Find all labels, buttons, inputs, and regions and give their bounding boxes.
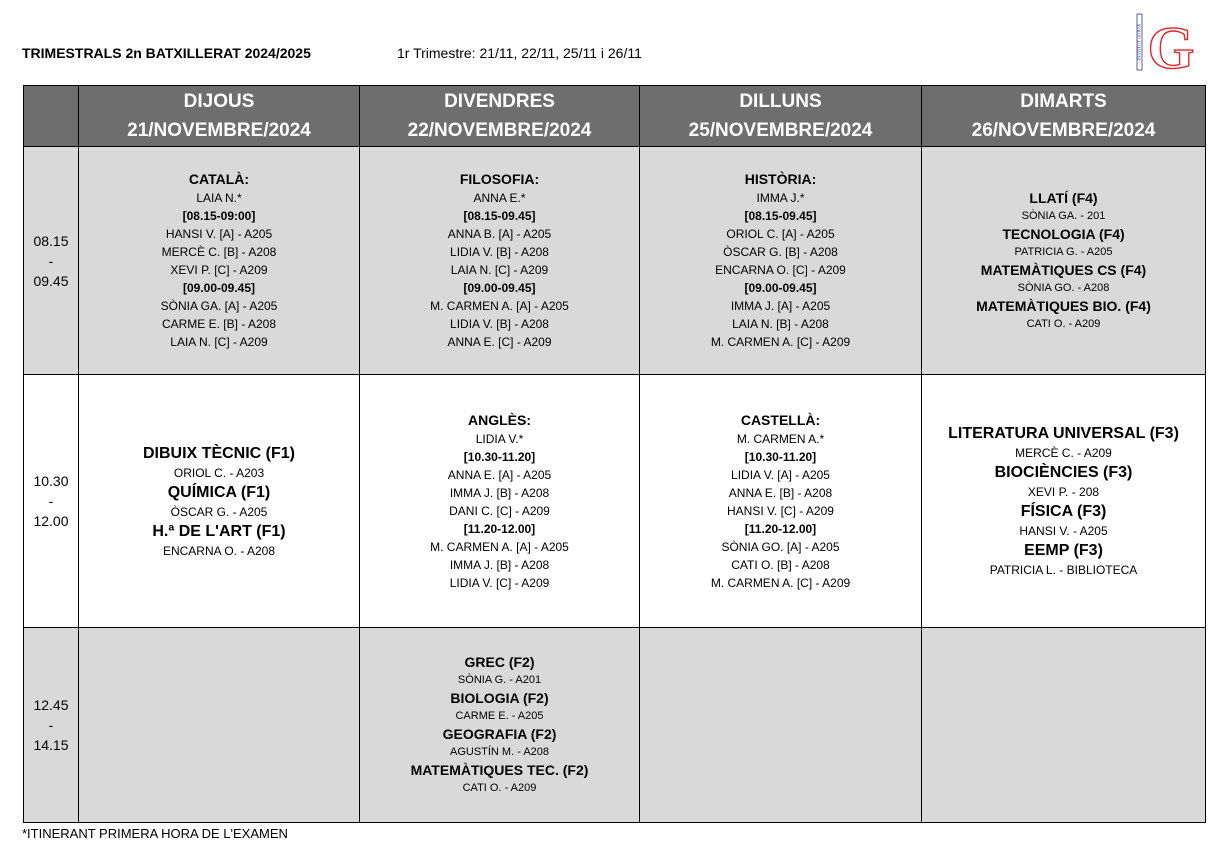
slot-row-2: [24, 375, 1206, 628]
day-header-4: DIMARTS 26/NOVEMBRE/2024: [922, 86, 1206, 147]
header-row: [24, 86, 1206, 147]
cell-s2-d2: ANGLÈS: LIDIA V.* [10.30-11.20] ANNA E. [A] - A205 IMMA J. [B] - A208 DANI C. [C] - A209 [11.20-12.00] M. CARMEN A. [A] - A205 IMMA J. [B] - A208 LIDIA V. [C] - A209: [360, 375, 640, 628]
cell-s1-d3: HISTÒRIA: IMMA J.* [08.15-09.45] ORIOL C. [A] - A205 ÒSCAR G. [B] - A208 ENCARNA O. [C] - A209 [09.00-09.45] IMMA J. [A] - A205 LAIA N. [B] - A208 M. CARMEN A. [C] - A209: [640, 147, 922, 375]
cell-s1-d1: CATALÀ: LAIA N.* [08.15-09:00] HANSI V. [A] - A205 MERCÈ C. [B] - A208 XEVI P. [C] - A209 [09.00-09.45] SÒNIA GA. [A] - A205 CARME E. [B] - A208 LAIA N. [C] - A209: [79, 147, 360, 375]
cell-s2-d3: CASTELLÀ: M. CARMEN A.* [10.30-11.20] LIDIA V. [A] - A205 ANNA E. [B] - A208 HANSI V. [C] - A209 [11.20-12.00] SÒNIA GO. [A] - A205 CATI O. [B] - A208 M. CARMEN A. [C] - A209: [640, 375, 922, 628]
slot-row-3: [24, 628, 1206, 823]
day-header-2: DIVENDRES 22/NOVEMBRE/2024: [360, 86, 640, 147]
day-header-3: DILLUNS 25/NOVEMBRE/2024: [640, 86, 922, 147]
cell-s1-d4: LLATÍ (F4) SÒNIA GA. - 201 TECNOLOGIA (F4) PATRICIA G. - A205 MATEMÀTIQUES CS (F4) SÒNIA GO. - A208 MATEMÀTIQUES BIO. (F4) CATI O. - A209: [922, 147, 1206, 375]
cell-s3-d1: [79, 628, 360, 823]
school-logo-icon: [1135, 12, 1197, 74]
footer-note: *ITINERANT PRIMERA HORA DE L'EXAMEN: [22, 826, 288, 841]
document-subtitle: 1r Trimestre: 21/11, 22/11, 25/11 i 26/11: [397, 45, 642, 61]
document-title: TRIMESTRALS 2n BATXILLERAT 2024/2025: [22, 45, 311, 61]
cell-s1-d2: FILOSOFIA: ANNA E.* [08.15-09.45] ANNA B. [A] - A205 LIDIA V. [B] - A208 LAIA N. [C] - A209 [09.00-09.45] M. CARMEN A. [A] - A205 LIDIA V. [B] - A208 ANNA E. [C] - A209: [360, 147, 640, 375]
cell-s3-d3: [640, 628, 922, 823]
header-corner: [24, 86, 79, 147]
cell-s2-d1: DIBUIX TÈCNIC (F1) ORIOL C. - A203 QUÍMICA (F1) ÒSCAR G. - A205 H.ª DE L'ART (F1) ENCARNA O. - A208: [79, 375, 360, 628]
day-header-1: DIJOUS 21/NOVEMBRE/2024: [79, 86, 360, 147]
time-slot-2: 10.30 - 12.00: [24, 375, 79, 628]
logo-text: INSTITUT GORGS: [1136, 23, 1142, 61]
cell-s2-d4: LITERATURA UNIVERSAL (F3) MERCÈ C. - A209 BIOCIÈNCIES (F3) XEVI P. - 208 FÍSICA (F3) HANSI V. - A205 EEMP (F3) PATRICIA L. - BIBLIOTECA: [922, 375, 1206, 628]
school-logo: [1135, 12, 1197, 74]
time-slot-1: 08.15 - 09.45: [24, 147, 79, 375]
exam-schedule-table: [23, 85, 1206, 823]
logo-letter: G: [1147, 15, 1195, 74]
slot-row-1: [24, 147, 1206, 375]
cell-s3-d2: GREC (F2) SÒNIA G. - A201 BIOLOGIA (F2) CARME E. - A205 GEOGRAFIA (F2) AGUSTÍN M. - A208 MATEMÀTIQUES TEC. (F2) CATI O. - A209: [360, 628, 640, 823]
time-slot-3: 12.45 - 14.15: [24, 628, 79, 823]
cell-s3-d4: [922, 628, 1206, 823]
